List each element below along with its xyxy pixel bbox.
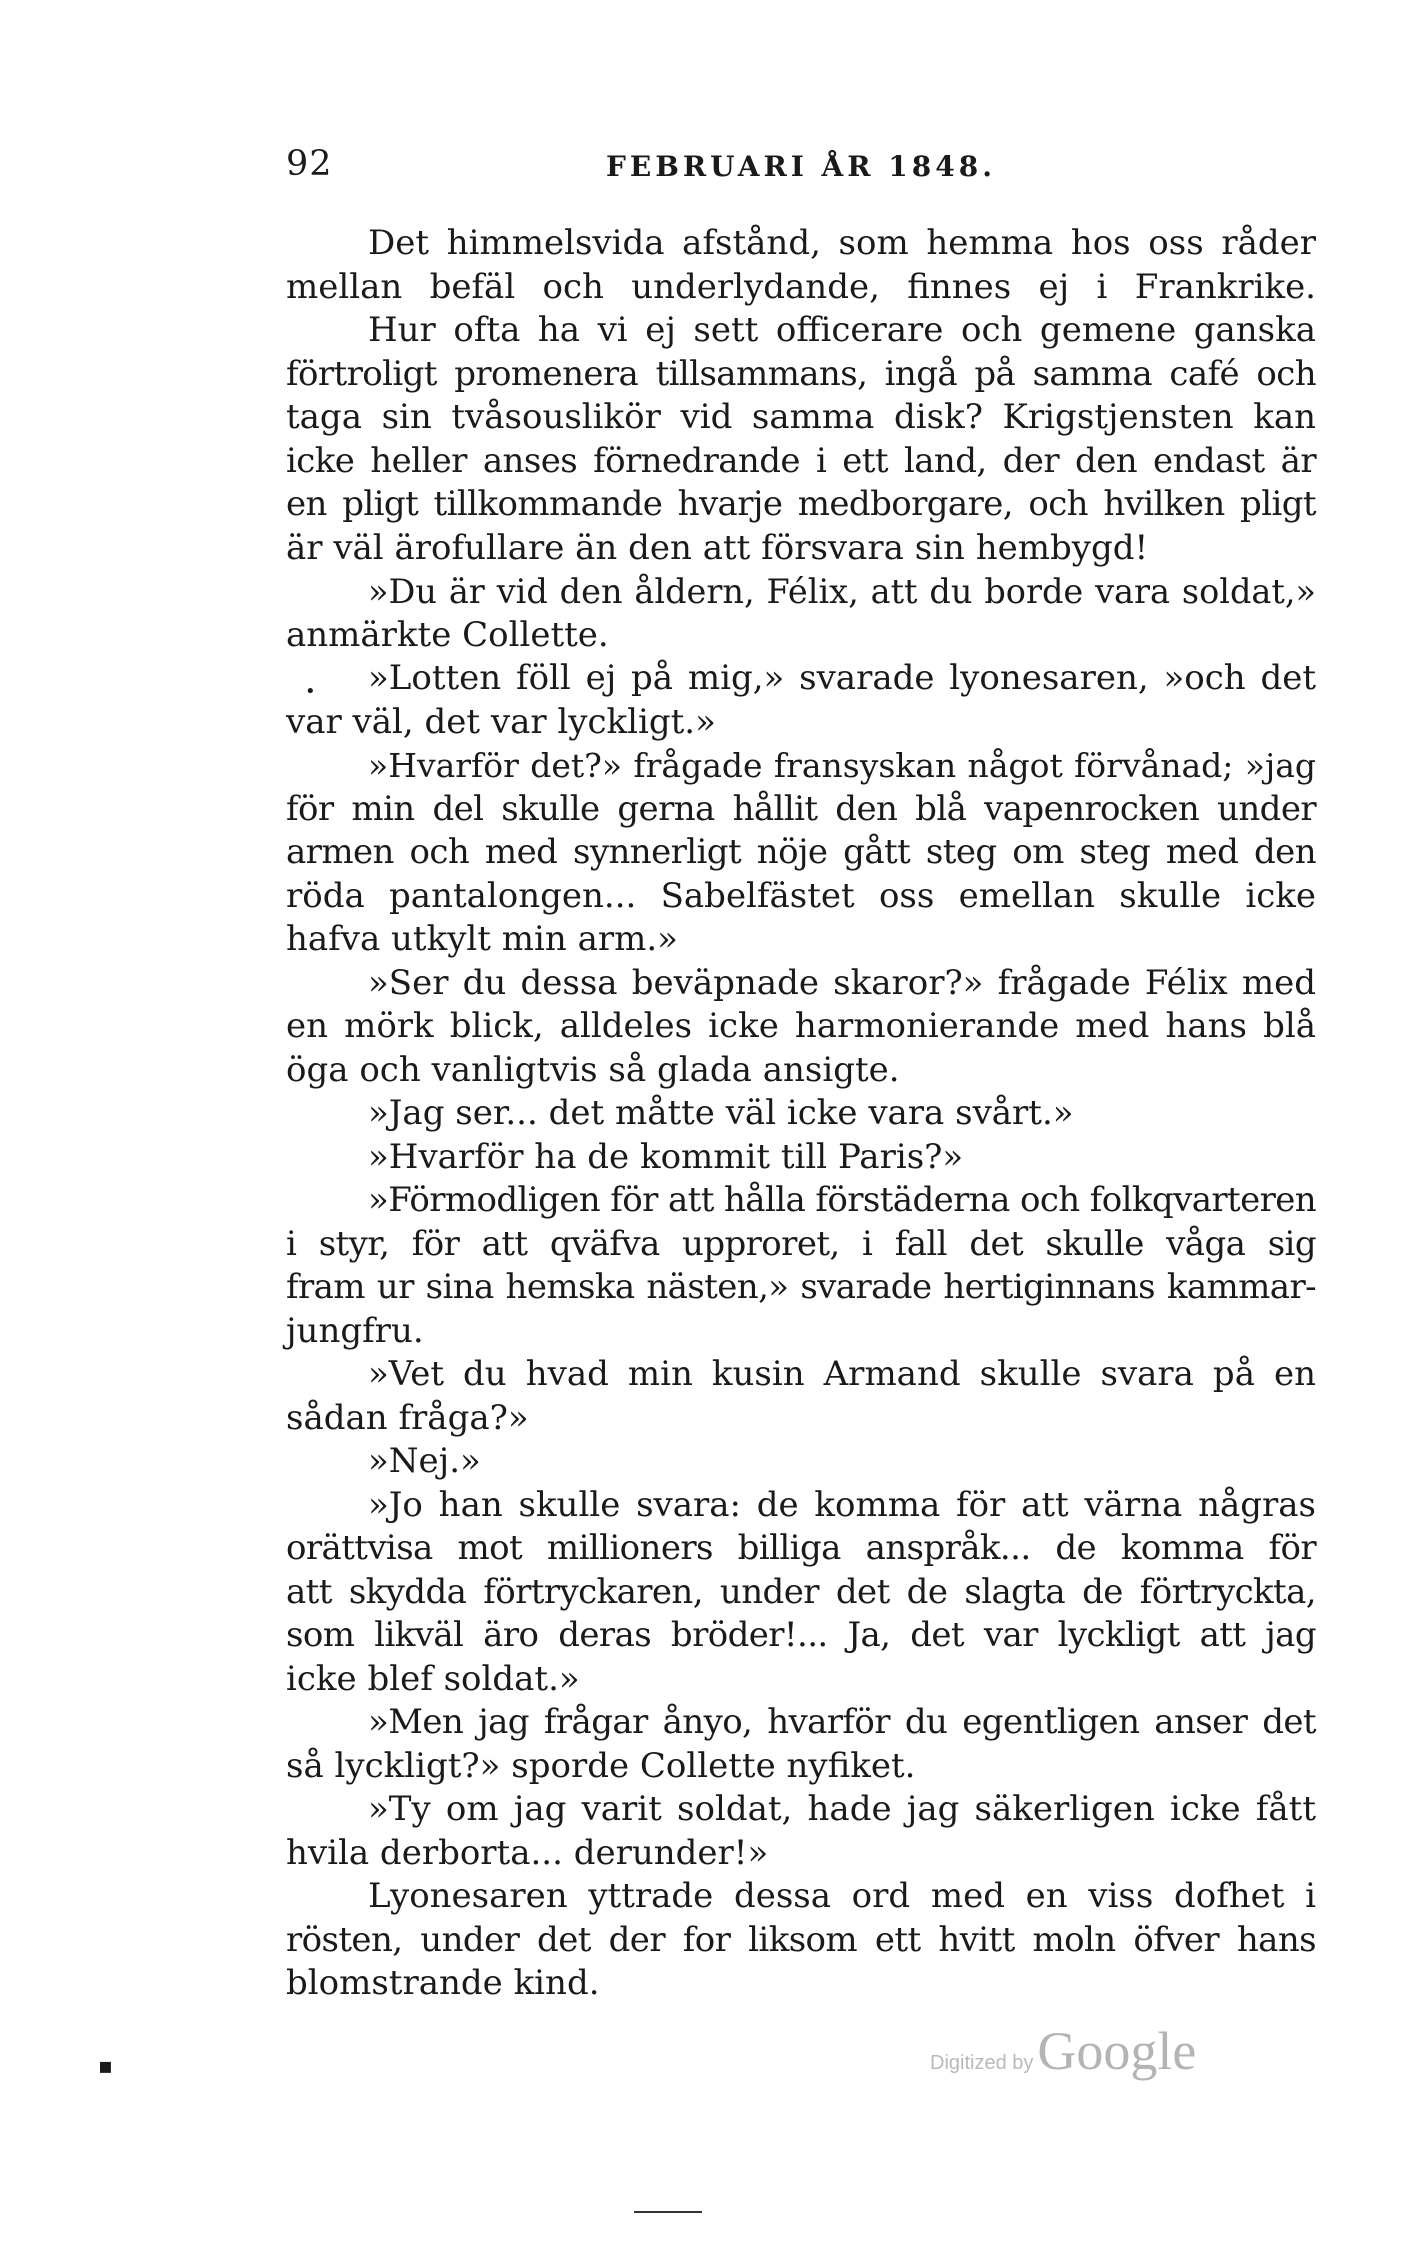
- text-line: orättvisa mot millioners billiga anspråk... de komma för: [286, 1528, 1316, 1568]
- text-line: Det himmelsvida afstånd, som hemma hos oss råder: [368, 223, 1316, 263]
- text-line: så lyckligt?» sporde Collette nyfiket.: [286, 1745, 916, 1786]
- text-line: jungfru.: [286, 1310, 424, 1351]
- printing-speck: ▪: [98, 2054, 113, 2079]
- page-header: [286, 144, 1316, 194]
- text-line: »Jo han skulle svara: de komma för att värna någras: [368, 1484, 1316, 1525]
- text-line: »Hvarför det?» frågade fransyskan något förvånad; »jag: [368, 746, 1316, 785]
- text-line: rösten, under det der for liksom ett hvitt moln öfver hans: [286, 1919, 1316, 1960]
- text-line: anmärkte Collette.: [286, 614, 609, 655]
- printing-speck: •: [305, 681, 316, 702]
- text-line: som likväl äro deras bröder!... Ja, det var lyckligt att jag: [286, 1615, 1316, 1655]
- text-line: mellan befäl och underlydande, finnes ej i Frankrike.: [286, 266, 1316, 307]
- text-line: armen och med synnerligt nöje gått steg om steg med den: [286, 832, 1316, 872]
- text-line: Lyonesaren yttrade dessa ord med en viss dofhet i: [368, 1876, 1316, 1916]
- text-line: »Ser du dessa beväpnade skaror?» frågade Félix med: [368, 962, 1316, 1003]
- text-line: en pligt tillkommande hvarje medborgare, och hvilken pligt: [286, 484, 1316, 524]
- text-line: är väl ärofullare än den att försvara sin hembygd!: [286, 527, 1149, 568]
- running-head: FEBRUARI ÅR 1848.: [606, 150, 996, 183]
- text-line: »Du är vid den åldern, Félix, att du borde vara soldat,»: [368, 572, 1316, 611]
- text-line: »Lotten föll ej på mig,» svarade lyonesaren, »och det: [368, 658, 1316, 698]
- text-line: »Men jag frågar ånyo, hvarför du egentligen anser det: [368, 1702, 1316, 1742]
- text-line: fram ur sina hemska nästen,» svarade hertiginnans kammar-: [286, 1267, 1316, 1307]
- text-line: förtroligt promenera tillsammans, ingå på samma café och: [286, 353, 1316, 394]
- text-line: att skydda förtryckaren, under det de slagta de förtryckta,: [286, 1571, 1316, 1612]
- text-line: var väl, det var lyckligt.»: [286, 701, 716, 742]
- text-line: röda pantalongen... Sabelfästet oss emellan skulle icke: [286, 875, 1316, 916]
- text-line: »Ty om jag varit soldat, hade jag säkerligen icke fått: [368, 1789, 1316, 1829]
- text-line: »Nej.»: [368, 1441, 481, 1481]
- text-line: öga och vanligtvis så glada ansigte.: [286, 1049, 900, 1090]
- text-line: blomstrande kind.: [286, 1963, 600, 2003]
- text-line: »Hvarför ha de kommit till Paris?»: [368, 1136, 964, 1177]
- text-line: icke blef soldat.»: [286, 1658, 580, 1699]
- text-line: »Vet du hvad min kusin Armand skulle svara på en: [368, 1354, 1316, 1394]
- watermark-caption: Digitized by: [930, 2052, 1034, 2074]
- text-line: »Jag ser... det måtte väl icke vara svårt.»: [368, 1093, 1074, 1133]
- body-text: [286, 222, 1316, 2006]
- text-line: taga sin tvåsouslikör vid samma disk? Krigstjensten kan: [286, 397, 1316, 437]
- text-line: »Förmodligen för att hålla förstäderna och folkqvarteren: [368, 1180, 1317, 1220]
- text-line: i styr, för att qväfva upproret, i fall det skulle våga sig: [286, 1223, 1316, 1264]
- page-number: 92: [286, 144, 333, 184]
- text-line: för min del skulle gerna hållit den blå vapenrocken under: [286, 788, 1316, 829]
- text-line: icke heller anses förnedrande i ett land, der den endast är: [286, 440, 1316, 481]
- text-line: en mörk blick, alldeles icke harmonierande med hans blå: [286, 1006, 1316, 1046]
- text-line: hafva utkylt min arm.»: [286, 919, 678, 959]
- google-logo: Google: [1037, 2021, 1197, 2081]
- text-line: Hur ofta ha vi ej sett officerare och gemene ganska: [368, 310, 1316, 350]
- digitization-watermark: [930, 2020, 1196, 2080]
- text-line: sådan fråga?»: [286, 1397, 529, 1438]
- text-line: hvila derborta... derunder!»: [286, 1832, 769, 1873]
- footer-rule: [634, 2211, 702, 2213]
